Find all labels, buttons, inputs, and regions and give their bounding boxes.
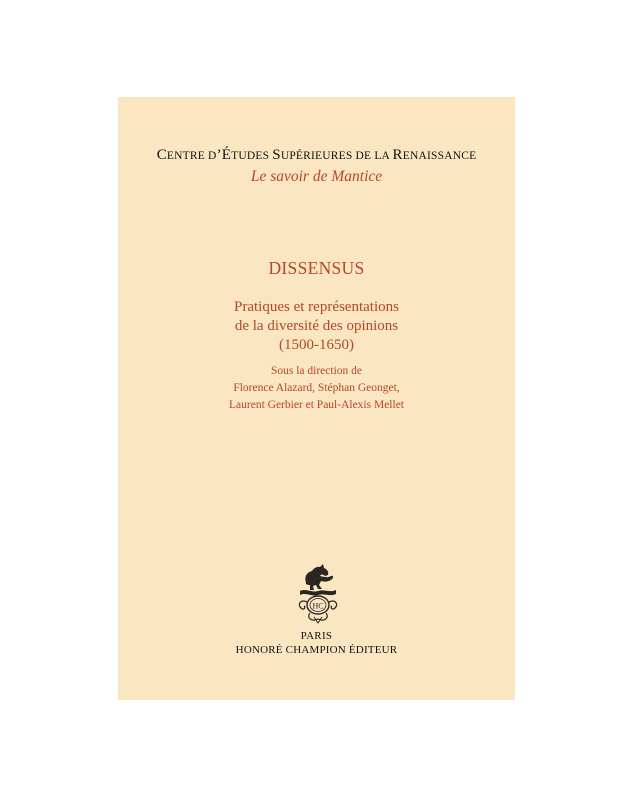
publisher-name: HONORÉ CHAMPION ÉDITEUR <box>235 644 398 656</box>
series-cap: R <box>392 147 403 163</box>
series-smallcaps: TUDES <box>231 150 273 162</box>
book-cover <box>118 97 515 700</box>
book-subtitle <box>118 298 515 355</box>
series-smallcaps: ENAISSANCE <box>402 150 477 162</box>
publication-place: PARIS <box>300 630 333 642</box>
editors-line: Laurent Gerbier et Paul-Alexis Mellet <box>229 399 404 411</box>
emblem-monogram: HC <box>312 601 324 611</box>
book-title: DISSENSUS <box>268 258 365 278</box>
series-smallcaps: ENTRE D <box>166 150 217 162</box>
series-smallcaps: UPÉRIEURES DE LA <box>280 150 393 162</box>
series-cap: ’É <box>216 147 232 163</box>
publisher-emblem-icon <box>292 560 344 624</box>
editors-line: Florence Alazard, Stéphan Geonget, <box>233 382 400 394</box>
series-name <box>118 147 515 164</box>
series-cap: C <box>156 147 167 163</box>
editors-block <box>118 363 515 414</box>
collection-name: Le savoir de Mantice <box>250 168 383 185</box>
subtitle-line: (1500-1650) <box>279 337 354 353</box>
series-cap: S <box>272 147 281 163</box>
direction-line: Sous la direction de <box>270 365 363 377</box>
subtitle-line: de la diversité des opinions <box>234 318 399 334</box>
subtitle-line: Pratiques et représentations <box>234 299 399 315</box>
